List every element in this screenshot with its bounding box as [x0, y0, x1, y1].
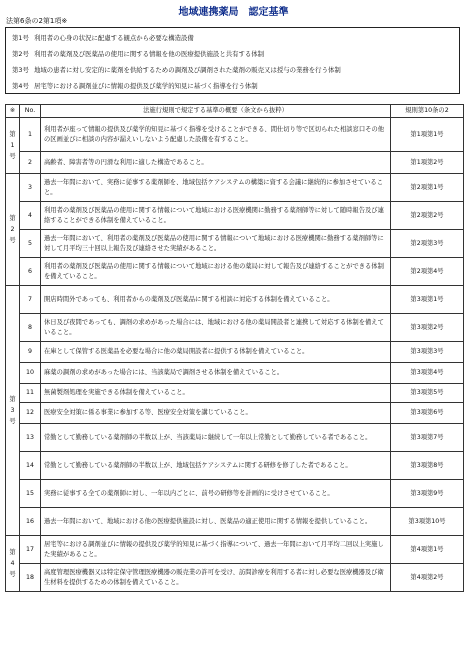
- row-number: 15: [20, 480, 41, 508]
- row-summary: 常勤として勤務している薬剤師の半数以上が、地域包括ケアシステムに関する研修を修了した者であること。: [41, 452, 391, 480]
- row-summary: 医療安全対策に係る事業に参加する等、医療安全対策を講じていること。: [41, 403, 391, 424]
- criteria-label: 第2号: [12, 50, 29, 58]
- row-number: 18: [20, 564, 41, 592]
- row-rule: 第3項第8号: [391, 452, 464, 480]
- row-summary: 在庫として保管する医薬品を必要な場合に他の薬局開設者に提供する体制を備えていること。: [41, 342, 391, 363]
- criteria-text: 地域の患者に対し安定的に薬剤を供給するための調剤及び調剤された薬剤の販売又は授与の業務を行う体制: [34, 66, 341, 74]
- header-mark: ※: [6, 105, 20, 118]
- row-number: 2: [20, 152, 41, 174]
- page-title: 地域連携薬局 認定基準: [178, 7, 289, 18]
- row-number: 4: [20, 202, 41, 230]
- row-summary: 開店時間外であっても、利用者からの薬剤及び医薬品に関する相談に対応する体制を備えていること。: [41, 286, 391, 314]
- row-rule: 第3項第10号: [391, 508, 464, 536]
- table-row: [6, 536, 464, 564]
- row-summary: 利用者の薬剤及び医薬品の使用に関する情報について地域における医療機関に勤務する薬剤師等に対して随時報告及び連絡することができる体制を備えていること。: [41, 202, 391, 230]
- criteria-label: 第3号: [12, 66, 29, 74]
- row-number: 9: [20, 342, 41, 363]
- row-rule: 第3項第3号: [391, 342, 464, 363]
- row-rule: 第2項第2号: [391, 202, 464, 230]
- row-number: 10: [20, 363, 41, 384]
- row-rule: 第1項第2号: [391, 152, 464, 174]
- criteria-text: 居宅等における調剤並びに情報の提供及び薬学的知見に基づく指導を行う体制: [34, 82, 258, 90]
- criteria-table: [5, 104, 464, 592]
- header-no: No.: [20, 105, 41, 118]
- row-summary: 利用者の薬剤及び医薬品の使用に関する情報について地域における他の薬局に対して報告及び連絡することができる体制を備えていること。: [41, 258, 391, 286]
- row-number: 7: [20, 286, 41, 314]
- row-number: 14: [20, 452, 41, 480]
- row-summary: 過去一年間において、実務に従事する薬剤師を、地域包括ケアシステムの構築に資する会議に継続的に参加させていること。: [41, 174, 391, 202]
- table-row: [6, 314, 464, 342]
- row-summary: 居宅等における調剤並びに情報の提供及び薬学的知見に基づく指導について、過去一年間において月平均二回以上実施した実績があること。: [41, 536, 391, 564]
- criteria-box: [5, 27, 460, 94]
- row-summary: 無菌製剤処理を実施できる体制を備えていること。: [41, 384, 391, 403]
- row-number: 13: [20, 424, 41, 452]
- row-number: 11: [20, 384, 41, 403]
- row-number: 3: [20, 174, 41, 202]
- row-number: 12: [20, 403, 41, 424]
- criteria-item: [12, 81, 258, 90]
- row-summary: 実務に従事する全ての薬剤師に対し、一年以内ごとに、前号の研修等を計画的に受けさせていること。: [41, 480, 391, 508]
- row-rule: 第3項第9号: [391, 480, 464, 508]
- row-rule: 第2項第3号: [391, 230, 464, 258]
- table-row: [6, 363, 464, 384]
- row-summary: 利用者が座って情報の提供及び薬学的知見に基づく指導を受けることができる、間仕切り等で区切られた相談窓口その他の区画並びに相談の内容が漏えいしないよう配慮した設備を有すること。: [41, 118, 391, 152]
- group-label: 第 2 号: [6, 174, 20, 286]
- table-row: [6, 384, 464, 403]
- group-label: 第 4 号: [6, 536, 20, 592]
- row-summary: 高度管理医療機器又は特定保守管理医療機器の販売業の許可を受け、訪問診療を利用する者に対し必要な医療機器及び衛生材料を提供するための体制を備えていること。: [41, 564, 391, 592]
- law-reference: 法第6条の2第1項※: [6, 17, 68, 25]
- group-label: 第 3 号: [6, 286, 20, 536]
- row-summary: 過去一年間において、地域における他の医療提供施設に対し、医薬品の適正使用に関する情報を提供していること。: [41, 508, 391, 536]
- table-row: [6, 202, 464, 230]
- criteria-text: 利用者の心身の状況に配慮する観点から必要な構造設備: [34, 34, 194, 42]
- row-number: 8: [20, 314, 41, 342]
- row-rule: 第3項第4号: [391, 363, 464, 384]
- table-row: [6, 174, 464, 202]
- table-row: [6, 452, 464, 480]
- row-summary: 麻薬の調剤の求めがあった場合には、当該薬局で調剤させる体制を備えていること。: [41, 363, 391, 384]
- row-number: 1: [20, 118, 41, 152]
- table-row: [6, 258, 464, 286]
- criteria-item: [12, 49, 264, 58]
- table-row: [6, 118, 464, 152]
- header-rule: 規則第10条の2: [391, 105, 464, 118]
- criteria-item: [12, 33, 194, 42]
- row-rule: 第4項第1号: [391, 536, 464, 564]
- criteria-label: 第1号: [12, 34, 29, 42]
- row-rule: 第3項第2号: [391, 314, 464, 342]
- row-number: 5: [20, 230, 41, 258]
- row-rule: 第4項第2号: [391, 564, 464, 592]
- table-row: [6, 286, 464, 314]
- row-summary: 常勤として勤務している薬剤師の半数以上が、当該薬局に継続して一年以上常勤として勤務している者であること。: [41, 424, 391, 452]
- row-rule: 第3項第6号: [391, 403, 464, 424]
- row-number: 16: [20, 508, 41, 536]
- criteria-label: 第4号: [12, 82, 29, 90]
- table-row: [6, 564, 464, 592]
- row-rule: 第1項第1号: [391, 118, 464, 152]
- criteria-text: 利用者の薬剤及び医薬品の使用に関する情報を他の医療提供施設と共有する体制: [34, 50, 265, 58]
- row-rule: 第3項第1号: [391, 286, 464, 314]
- table-row: [6, 403, 464, 424]
- row-rule: 第3項第7号: [391, 424, 464, 452]
- table-row: [6, 342, 464, 363]
- row-number: 6: [20, 258, 41, 286]
- table-row: [6, 480, 464, 508]
- row-summary: 過去一年間において、利用者の薬剤及び医薬品の使用に関する情報について地域における医療機関に勤務する薬剤師等に対して月平均三十回以上報告及び連絡させた実績があること。: [41, 230, 391, 258]
- table-row: [6, 424, 464, 452]
- criteria-item: [12, 65, 341, 74]
- row-summary: 高齢者、障害者等の円滑な利用に適した構造であること。: [41, 152, 391, 174]
- table-row: [6, 508, 464, 536]
- table-row: [6, 230, 464, 258]
- row-number: 17: [20, 536, 41, 564]
- row-summary: 休日及び夜間であっても、調剤の求めがあった場合には、地域における他の薬局開設者と連携して対応する体制を備えていること。: [41, 314, 391, 342]
- row-rule: 第2項第4号: [391, 258, 464, 286]
- row-rule: 第3項第5号: [391, 384, 464, 403]
- table-header-row: [6, 105, 464, 118]
- table-row: [6, 152, 464, 174]
- row-rule: 第2項第1号: [391, 174, 464, 202]
- header-summary: 法施行規則で規定する基準の概要（条文から抜粋）: [41, 105, 391, 118]
- group-label: 第 1 号: [6, 118, 20, 174]
